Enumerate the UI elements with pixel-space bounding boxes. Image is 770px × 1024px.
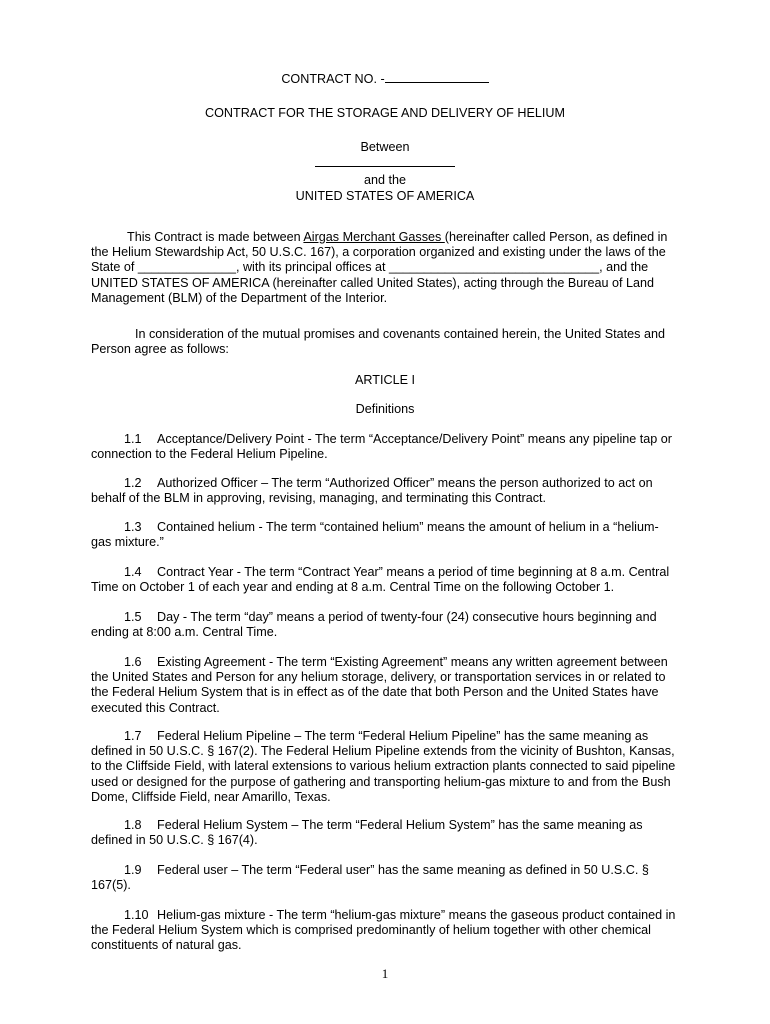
definition-number: 1.9 <box>124 863 142 877</box>
definition-number: 1.10 <box>124 908 149 922</box>
definition-text: Existing Agreement - The term “Existing Agreement” means any written agreement between <box>157 655 668 669</box>
definition-line: gas mixture.” <box>91 535 164 550</box>
definition-line: defined in 50 U.S.C. § 167(4). <box>91 833 258 848</box>
definition-line <box>91 520 681 535</box>
definition-1-7 <box>91 729 681 805</box>
definition-line: used or designed for the purpose of gathering and transporting helium-gas mixture to and from the Bush <box>91 774 671 789</box>
document-title: CONTRACT FOR THE STORAGE AND DELIVERY OF HELIUM <box>205 106 565 120</box>
definition-text: Helium-gas mixture - The term “helium-gas mixture” means the gaseous product contained in <box>157 908 676 922</box>
consideration-line-2: Person agree as follows: <box>91 342 229 357</box>
definition-1-8 <box>91 818 681 848</box>
intro-text: This Contract is made between <box>127 230 304 244</box>
definition-1-6 <box>91 655 681 716</box>
definition-line <box>91 863 681 878</box>
definition-line <box>91 818 681 833</box>
definition-line: Time on October 1 of each year and ending at 8 a.m. Central Time on the following October 1. <box>91 580 615 595</box>
definition-line: the Federal Helium System that is in effect as of the date that both Person and the United States have <box>91 685 659 700</box>
definition-line <box>91 476 681 491</box>
and-the-label: and the <box>363 173 407 187</box>
definition-line: ending at 8:00 a.m. Central Time. <box>91 625 278 640</box>
company-name: Airgas Merchant Gasses <box>303 230 445 244</box>
definition-line <box>91 729 681 744</box>
definition-number: 1.4 <box>124 565 142 579</box>
definition-line: the United States and Person for any helium storage, delivery, or transportation services in or related to <box>91 670 666 685</box>
definition-line: the Federal Helium System which is comprised predominantly of helium together with other chemical <box>91 923 651 938</box>
definition-line: connection to the Federal Helium Pipeline. <box>91 447 328 462</box>
definition-text: Acceptance/Delivery Point - The term “Acceptance/Delivery Point” means any pipeline tap or <box>157 432 672 446</box>
intro-line-1 <box>91 230 681 245</box>
definition-line: behalf of the BLM in approving, revising, managing, and terminating this Contract. <box>91 491 547 506</box>
intro-line-2: the Helium Stewardship Act, 50 U.S.C. 167), a corporation organized and existing under the laws of the <box>91 245 666 260</box>
definition-text: Federal Helium Pipeline – The term “Federal Helium Pipeline” has the same meaning as <box>157 729 649 743</box>
contract-number-label: CONTRACT NO. - <box>281 72 385 86</box>
intro-line-3: State of ______________, with its principal offices at ______________________________, and the <box>91 260 649 275</box>
definition-1-3 <box>91 520 681 550</box>
definition-line <box>91 565 681 580</box>
intro-line-4: UNITED STATES OF AMERICA (hereinafter called United States), acting through the Bureau of Land <box>91 275 655 290</box>
definition-number: 1.2 <box>124 476 142 490</box>
definition-number: 1.6 <box>124 655 142 669</box>
definition-text: Federal Helium System – The term “Federal Helium System” has the same meaning as <box>157 818 643 832</box>
definition-line: executed this Contract. <box>91 700 220 715</box>
definition-1-4 <box>91 565 681 595</box>
definition-line: defined in 50 U.S.C. § 167(2). The Federal Helium Pipeline extends from the vicinity of Bushton, Kansas, <box>91 744 675 759</box>
definition-number: 1.1 <box>124 432 142 446</box>
article-heading: ARTICLE I <box>355 373 415 387</box>
definition-text: Contained helium - The term “contained helium” means the amount of helium in a “helium- <box>157 520 659 534</box>
intro-text: (hereinafter called Person, as defined in <box>444 230 668 244</box>
definition-text: Authorized Officer – The term “Authorized Officer” means the person authorized to act on <box>157 476 653 490</box>
definition-1-1 <box>91 432 681 462</box>
united-states-party: UNITED STATES OF AMERICA <box>295 189 475 203</box>
definition-line: Dome, Cliffside Field, near Amarillo, Texas. <box>91 789 331 804</box>
definition-line <box>91 432 681 447</box>
definition-line <box>91 655 681 670</box>
between-label: Between <box>360 140 410 154</box>
intro-line-5: Management (BLM) of the Department of the Interior. <box>91 290 388 305</box>
definition-1-10 <box>91 908 681 954</box>
definition-1-9 <box>91 863 681 893</box>
article-subheading: Definitions <box>355 402 415 416</box>
definition-number: 1.8 <box>124 818 142 832</box>
definition-text: Day - The term “day” means a period of twenty-four (24) consecutive hours beginning and <box>157 610 657 624</box>
definition-1-5 <box>91 610 681 640</box>
party-name-blank <box>315 166 455 167</box>
definition-line: to the Cliffside Field, with lateral extensions to various helium extraction plants connected to said pipeline <box>91 759 676 774</box>
definition-number: 1.7 <box>124 729 142 743</box>
contract-number <box>0 71 770 87</box>
consideration-line-1: In consideration of the mutual promises and covenants contained herein, the United States and <box>135 327 665 341</box>
definition-number: 1.5 <box>124 610 142 624</box>
definition-number: 1.3 <box>124 520 142 534</box>
page-number: 1 <box>381 966 389 981</box>
definition-text: Federal user – The term “Federal user” has the same meaning as defined in 50 U.S.C. § <box>157 863 649 877</box>
definition-line: constituents of natural gas. <box>91 938 242 953</box>
intro-paragraph <box>91 230 681 306</box>
definition-text: Contract Year - The term “Contract Year” means a period of time beginning at 8 a.m. Central <box>157 565 670 579</box>
definition-line <box>91 908 681 923</box>
definition-line <box>91 610 681 625</box>
definition-line: 167(5). <box>91 878 131 893</box>
contract-number-blank <box>385 71 489 83</box>
definition-1-2 <box>91 476 681 506</box>
consideration-paragraph <box>91 327 681 357</box>
